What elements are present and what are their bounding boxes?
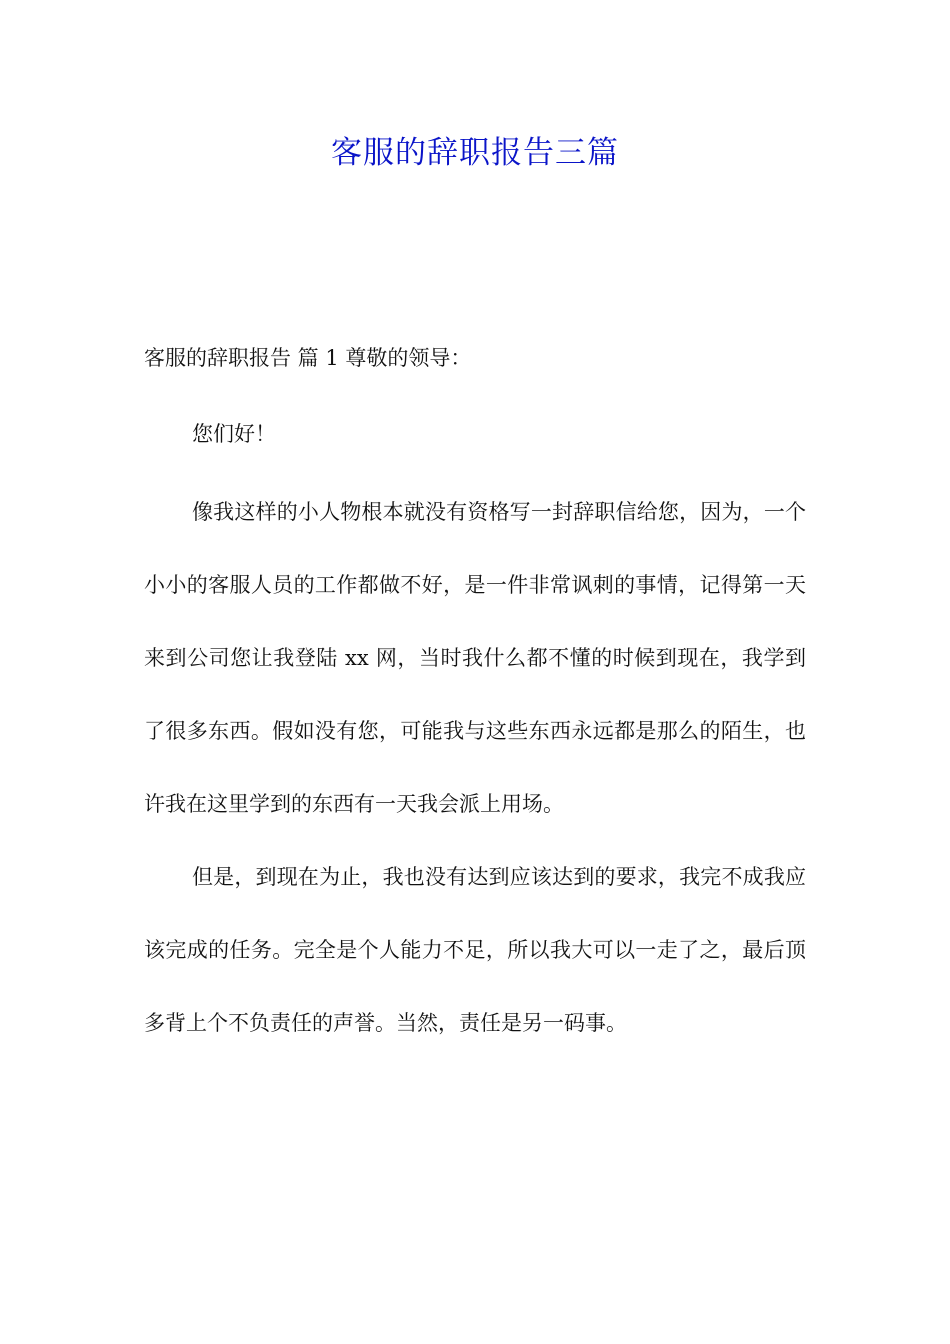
body-paragraph-2: 但是，到现在为止，我也没有达到应该达到的要求，我完不成我应该完成的任务。完全是个人能力不足，所以我大可以一走了之，最后顶多背上个不负责任的声誉。当然，责任是另一码事。: [144, 865, 806, 1035]
greeting-line: 您们好！: [192, 422, 276, 446]
document-body: [144, 333, 806, 1060]
body-paragraph-1: 像我这样的小人物根本就没有资格写一封辞职信给您，因为，一个小小的客服人员的工作都做不好，是一件非常讽刺的事情，记得第一天来到公司您让我登陆 xx 网，当时我什么都不懂的时候到现在，我学到了很多东西。假如没有您，可能我与这些东西永远都是那么的陌生，也许我在这里学到的东西有一天我会派上用场。: [144, 500, 806, 816]
document-title: 客服的辞职报告三篇: [331, 135, 619, 171]
section-heading: 客服的辞职报告 篇 1 尊敬的领导：: [144, 346, 472, 370]
